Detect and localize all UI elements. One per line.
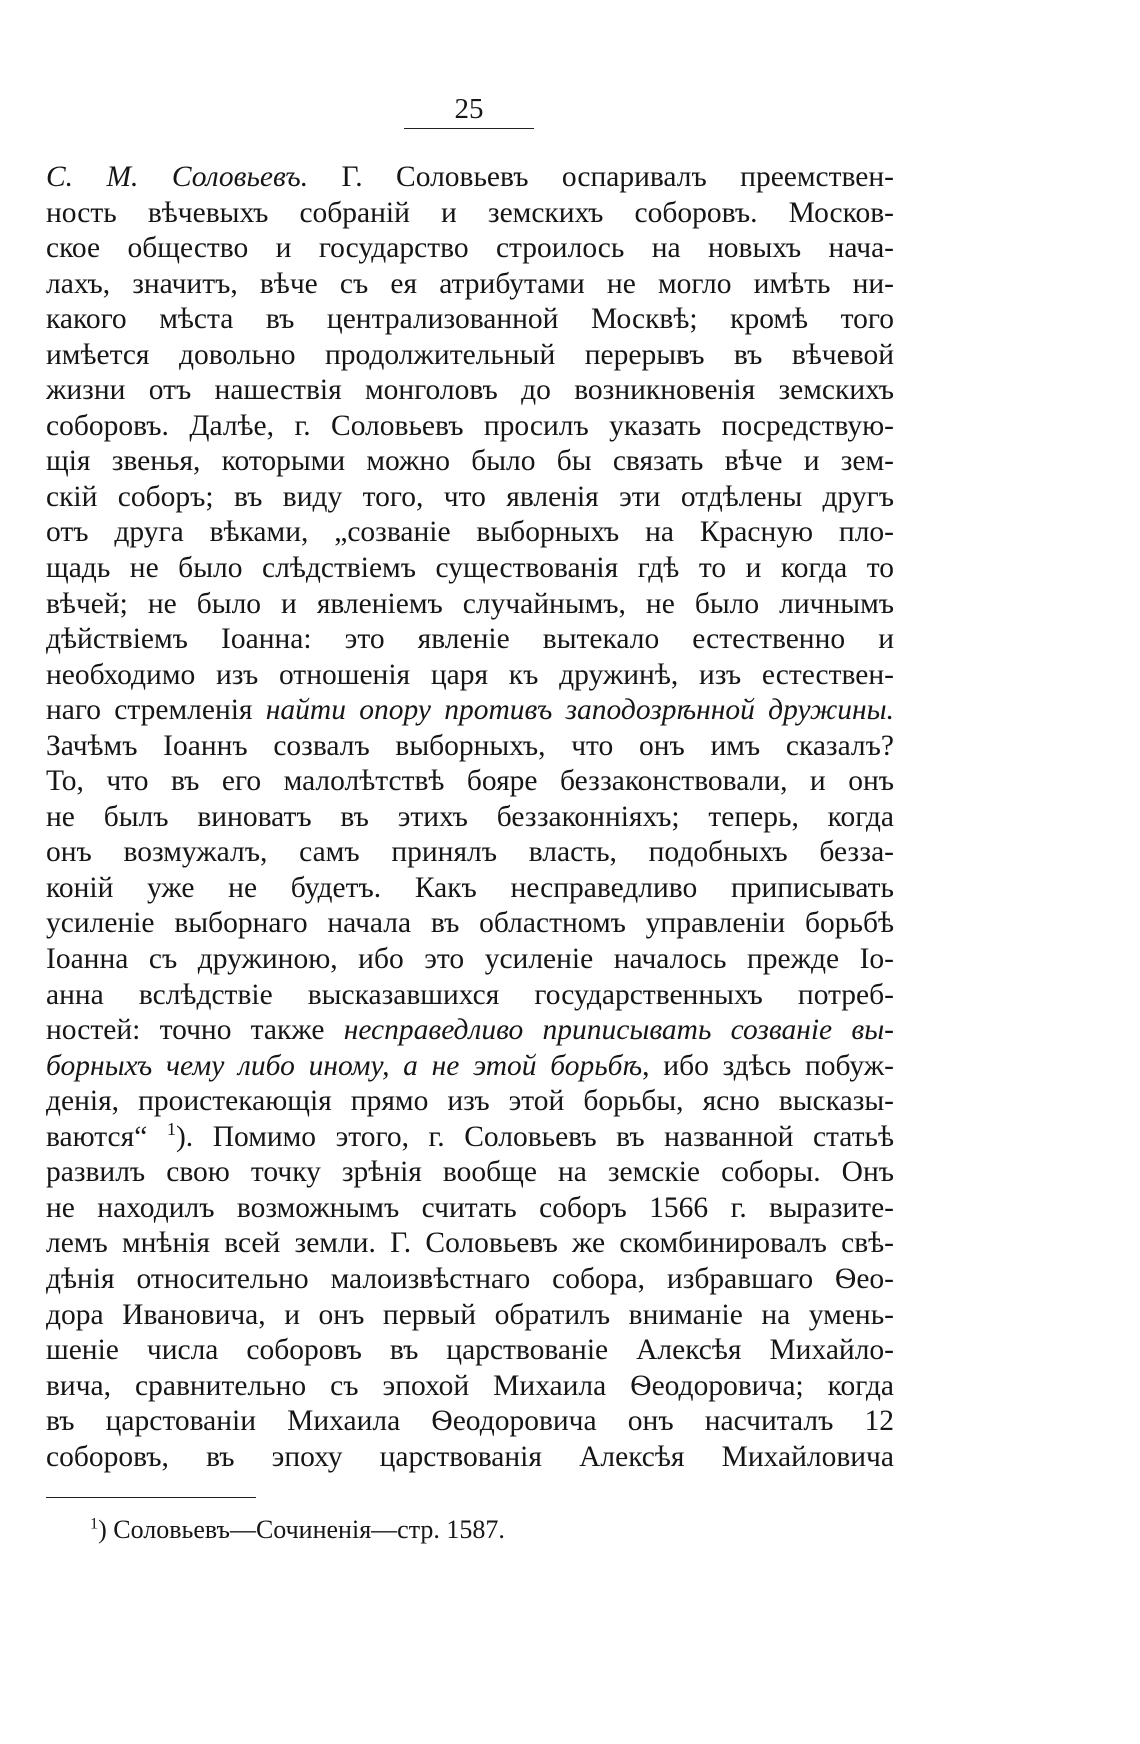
- text-segment: Іоанна съ дружиною, ибо это усиленіе началось прежде Іо-: [46, 943, 894, 976]
- text-line: [46, 1440, 894, 1476]
- text-line: [46, 1262, 894, 1298]
- text-line: [46, 160, 894, 196]
- footnote-text: ) Соловьевъ—Сочиненія—стр. 1587.: [98, 1515, 505, 1544]
- text-segment: вѣчей; не было и явленіемъ случайнымъ, не было личнымъ: [46, 587, 894, 620]
- text-line: [46, 444, 894, 480]
- text-segment: лахъ, значитъ, вѣче съ ея атрибутами не могло имѣть ни-: [46, 267, 894, 300]
- footnote-marker: 1: [90, 1515, 99, 1533]
- text-segment: Г. Соловьевъ оспаривалъ преемствен-: [308, 161, 894, 193]
- text-segment: въ царстованіи Михаила Ѳеодоровича онъ насчиталъ 12: [46, 1405, 894, 1438]
- text-line: [46, 1013, 894, 1049]
- text-segment: дѣнія относительно малоизвѣстнаго собора, избравшаго Ѳео-: [46, 1262, 894, 1295]
- text-line: [46, 835, 894, 871]
- text-line: [46, 480, 894, 516]
- text-segment: лемъ мнѣнія всей земли. Г. Соловьевъ же скомбинировалъ свѣ-: [46, 1227, 894, 1260]
- text-segment: То, что въ его малолѣтствѣ бояре беззаконствовали, и онъ: [46, 765, 894, 798]
- text-segment: ностей: точно также: [46, 1014, 344, 1047]
- page-number-rule: [404, 128, 534, 129]
- text-line: [46, 231, 894, 267]
- text-segment: щадь не было слѣдствіемъ существованія гдѣ то и когда то: [46, 552, 894, 585]
- text-line: [46, 871, 894, 907]
- text-line: [46, 906, 894, 942]
- text-line: [46, 196, 894, 232]
- text-segment: Зачѣмъ Іоаннъ созвалъ выборныхъ, что онъ имъ сказалъ?: [46, 729, 894, 762]
- text-line: [46, 373, 894, 409]
- text-line: [46, 800, 894, 836]
- italic-text: несправедливо приписывать созваніе вы-: [343, 1014, 894, 1047]
- text-segment: шеніе числа соборовъ въ царствованіе Алексѣя Михайло-: [46, 1334, 894, 1367]
- italic-text: С. М. Соловьевъ.: [46, 161, 309, 193]
- text-segment: ваются“: [46, 1120, 167, 1153]
- text-segment: жизни отъ нашествія монголовъ до возникновенія земскихъ: [46, 374, 894, 407]
- text-line: [46, 1049, 894, 1085]
- text-segment: необходимо изъ отношенія царя къ дружинѣ, изъ естествен-: [46, 658, 894, 691]
- text-line: [46, 1333, 894, 1369]
- text-line: [46, 693, 894, 729]
- text-segment: имѣется довольно продолжительный перерывъ въ вѣчевой: [46, 338, 894, 371]
- text-segment: какого мѣста въ централизованной Москвѣ; кромѣ того: [46, 303, 894, 336]
- text-line: [46, 409, 894, 445]
- text-segment: наго стремленія: [46, 694, 266, 727]
- text-line: [46, 1120, 894, 1156]
- text-line: [46, 729, 894, 765]
- text-segment: вича, сравнительно съ эпохой Михаила Ѳеодоровича; когда: [46, 1369, 894, 1402]
- text-segment: коній уже не будетъ. Какъ несправедливо приписывать: [46, 871, 894, 904]
- text-segment: скій соборъ; въ виду того, что явленія эти отдѣлены другъ: [46, 480, 894, 513]
- footnote: [90, 1515, 505, 1545]
- text-segment: онъ возмужалъ, самъ принялъ власть, подобныхъ безза-: [46, 836, 894, 869]
- text-segment: не былъ виноватъ въ этихъ беззаконніяхъ; теперь, когда: [46, 800, 894, 833]
- text-line: [46, 1084, 894, 1120]
- text-line: [46, 551, 894, 587]
- text-segment: ). Помимо этого, г. Соловьевъ въ названной статьѣ: [175, 1120, 894, 1153]
- text-segment: соборовъ, въ эпоху царствованія Алексѣя Михайловича: [46, 1440, 894, 1473]
- text-line: [46, 1404, 894, 1440]
- text-line: [46, 338, 894, 374]
- text-segment: , ибо здѣсь побуж-: [642, 1049, 894, 1082]
- text-segment: щія звенья, которыми можно было бы связать вѣче и зем-: [46, 445, 894, 478]
- text-line: [46, 587, 894, 623]
- text-line: [46, 515, 894, 551]
- text-segment: анна вслѣдствіе высказавшихся государственныхъ потреб-: [46, 978, 894, 1011]
- text-segment: отъ друга вѣками, „созваніе выборныхъ на Красную пло-: [46, 516, 894, 549]
- text-segment: соборовъ. Далѣе, г. Соловьевъ просилъ указать посредствую-: [46, 409, 894, 442]
- text-segment: ность вѣчевыхъ собраній и земскихъ соборовъ. Москов-: [46, 196, 894, 229]
- text-line: [46, 302, 894, 338]
- text-segment: не находилъ возможнымъ считать соборъ 1566 г. выразите-: [46, 1191, 894, 1224]
- footnote-reference: 1: [166, 1119, 176, 1139]
- text-segment: дора Ивановича, и онъ первый обратилъ вниманіе на умень-: [46, 1298, 894, 1331]
- text-segment: денія, проистекающія прямо изъ этой борьбы, ясно высказы-: [46, 1085, 894, 1118]
- text-line: [46, 978, 894, 1014]
- text-line: [46, 1226, 894, 1262]
- text-line: [46, 1369, 894, 1405]
- text-line: [46, 1298, 894, 1334]
- text-line: [46, 622, 894, 658]
- footnote-rule: [46, 1497, 256, 1498]
- text-line: [46, 1191, 894, 1227]
- italic-text: борныхъ чему либо иному, а не этой борьбѣ: [46, 1049, 643, 1082]
- text-segment: дѣйствіемъ Іоанна: это явленіе вытекало естественно и: [46, 623, 894, 656]
- italic-text: найти опору противъ заподозрѣнной дружины.: [265, 694, 894, 727]
- text-line: [46, 658, 894, 694]
- text-line: [46, 764, 894, 800]
- text-segment: развилъ свою точку зрѣнія вообще на земскіе соборы. Онъ: [46, 1156, 894, 1189]
- text-segment: усиленіе выборнаго начала въ областномъ управленіи борьбѣ: [46, 907, 894, 940]
- body-text: [46, 160, 894, 1475]
- text-line: [46, 1155, 894, 1191]
- text-line: [46, 267, 894, 303]
- page-number: 25: [454, 93, 484, 125]
- text-line: [46, 942, 894, 978]
- text-segment: ское общество и государство строилось на новыхъ нача-: [46, 232, 894, 265]
